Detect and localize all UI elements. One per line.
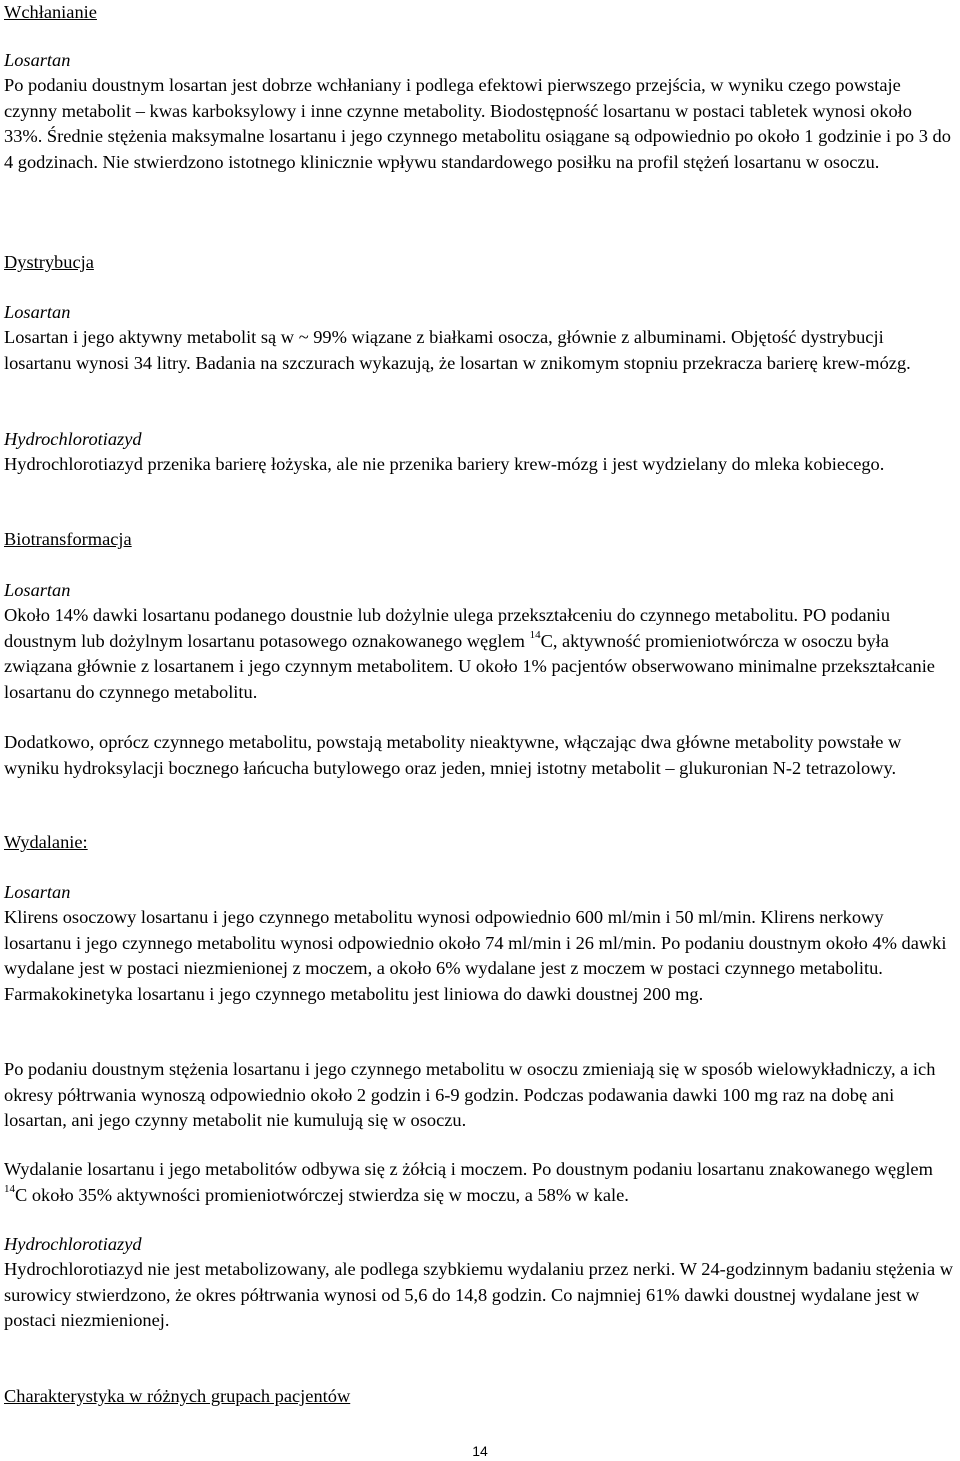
biotransformation-p1-text-b: C, aktywność promieniotwórcza w osoczu była związana głównie z losartanem i jego czynnym metabolitem. U około 1% pacjentów obserwowano minimalne przekształcanie losartanu do czynnego metabolitu. bbox=[4, 630, 935, 702]
distribution-hct-label: Hydrochlorotiazyd bbox=[4, 429, 142, 449]
elimination-paragraph-2: Po podaniu doustnym stężenia losartanu i jego czynnego metabolitu w osoczu zmieniają się w sposób wielowykładniczy, a ich okresy półtrwania wynoszą odpowiednio około 2 godzin i 6-9 godzin. Podczas podawania dawki 100 mg raz na dobę ani losartan, ani jego czynny metabolit nie kumulują się w osoczu. bbox=[4, 1059, 936, 1131]
elimination-paragraph-3 bbox=[4, 1157, 954, 1208]
biotransformation-heading: Biotransformacja bbox=[4, 529, 132, 549]
elimination-heading: Wydalanie: bbox=[4, 832, 88, 852]
biotransformation-p1-text-a: Około 14% dawki losartanu podanego doustnie lub dożylnie ulega przekształceniu do czynnego metabolitu. PO podaniu doustnym lub dożylnym losartanu potasowego oznakowanego węglem bbox=[4, 605, 891, 651]
elimination-hct-paragraph: Hydrochlorotiazyd nie jest metabolizowany, ale podlega szybkiemu wydalaniu przez nerki. W 24-godzinnym badaniu stężenia w surowicy stwierdzono, że okres półtrwania wynosi od 5,6 do 14,8 godzin. Co najmniej 61% dawki doustnej wydalane jest w postaci niezmienionej. bbox=[4, 1259, 954, 1331]
elimination-p3-text-a: Wydalanie losartanu i jego metabolitów odbywa się z żółcią i moczem. Po doustnym podaniu losartanu znakowanego węglem bbox=[4, 1159, 933, 1179]
biotransformation-losartan-label: Losartan bbox=[4, 580, 71, 600]
distribution-losartan-paragraph: Losartan i jego aktywny metabolit są w ~ 99% wiązane z białkami osocza, głównie z albuminami. Objętość dystrybucji losartanu wynosi 34 litry. Badania na szczurach wykazują, że losartan w znikomym stopniu przekracza barierę krew-mózg. bbox=[4, 327, 911, 373]
elimination-losartan-label: Losartan bbox=[4, 882, 71, 902]
absorption-losartan-label: Losartan bbox=[4, 50, 71, 70]
distribution-losartan-label: Losartan bbox=[4, 302, 71, 322]
distribution-heading: Dystrybucja bbox=[4, 252, 94, 272]
distribution-hct-paragraph: Hydrochlorotiazyd przenika barierę łożyska, ale nie przenika bariery krew-mózg i jest wydzielany do mleka kobiecego. bbox=[4, 454, 885, 474]
elimination-hct-label: Hydrochlorotiazyd bbox=[4, 1234, 142, 1254]
biotransformation-paragraph-1 bbox=[4, 603, 954, 705]
absorption-paragraph: Po podaniu doustnym losartan jest dobrze wchłaniany i podlega efektowi pierwszego przejścia, w wyniku czego powstaje czynny metabolit – kwas karboksylowy i inne czynne metabolity. Biodostępność losartanu w postaci tabletek wynosi około 33%. Średnie stężenia maksymalne losartanu i jego czynnego metabolitu osiągane są odpowiednio po około 1 godzinie i po 3 do 4 godzinach. Nie stwierdzono istotnego klinicznie wpływu standardowego posiłku na profil stężeń losartanu w osoczu. bbox=[4, 75, 951, 172]
biotransformation-p1-superscript: 14 bbox=[529, 629, 541, 642]
elimination-paragraph-1: Klirens osoczowy losartanu i jego czynnego metabolitu wynosi odpowiednio 600 ml/min i 50 ml/min. Klirens nerkowy losartanu i jego czynnego metabolitu wynosi odpowiednio około 74 ml/min i 26 ml/min. Po podaniu doustnym około 4% dawki wydalane jest w postaci niezmienionej z moczem, a około 6% wydalane jest z moczem w postaci czynnego metabolitu. Farmakokinetyka losartanu i jego czynnego metabolitu jest liniowa do dawki doustnej 200 mg. bbox=[4, 907, 947, 1004]
page-number: 14 bbox=[472, 1443, 488, 1459]
biotransformation-paragraph-2: Dodatkowo, oprócz czynnego metabolitu, powstają metabolity nieaktywne, włączając dwa główne metabolity powstałe w wyniku hydroksylacji bocznego łańcucha butylowego oraz jeden, mniej istotny metabolit – glukuronian N-2 tetrazolowy. bbox=[4, 732, 902, 778]
elimination-p3-superscript: 14 bbox=[4, 1183, 15, 1196]
special-groups-heading: Charakterystyka w różnych grupach pacjentów bbox=[4, 1386, 351, 1406]
elimination-p3-text-b: C około 35% aktywności promieniotwórczej stwierdza się w moczu, a 58% w kale. bbox=[15, 1184, 629, 1205]
absorption-heading: Wchłanianie bbox=[4, 2, 97, 22]
